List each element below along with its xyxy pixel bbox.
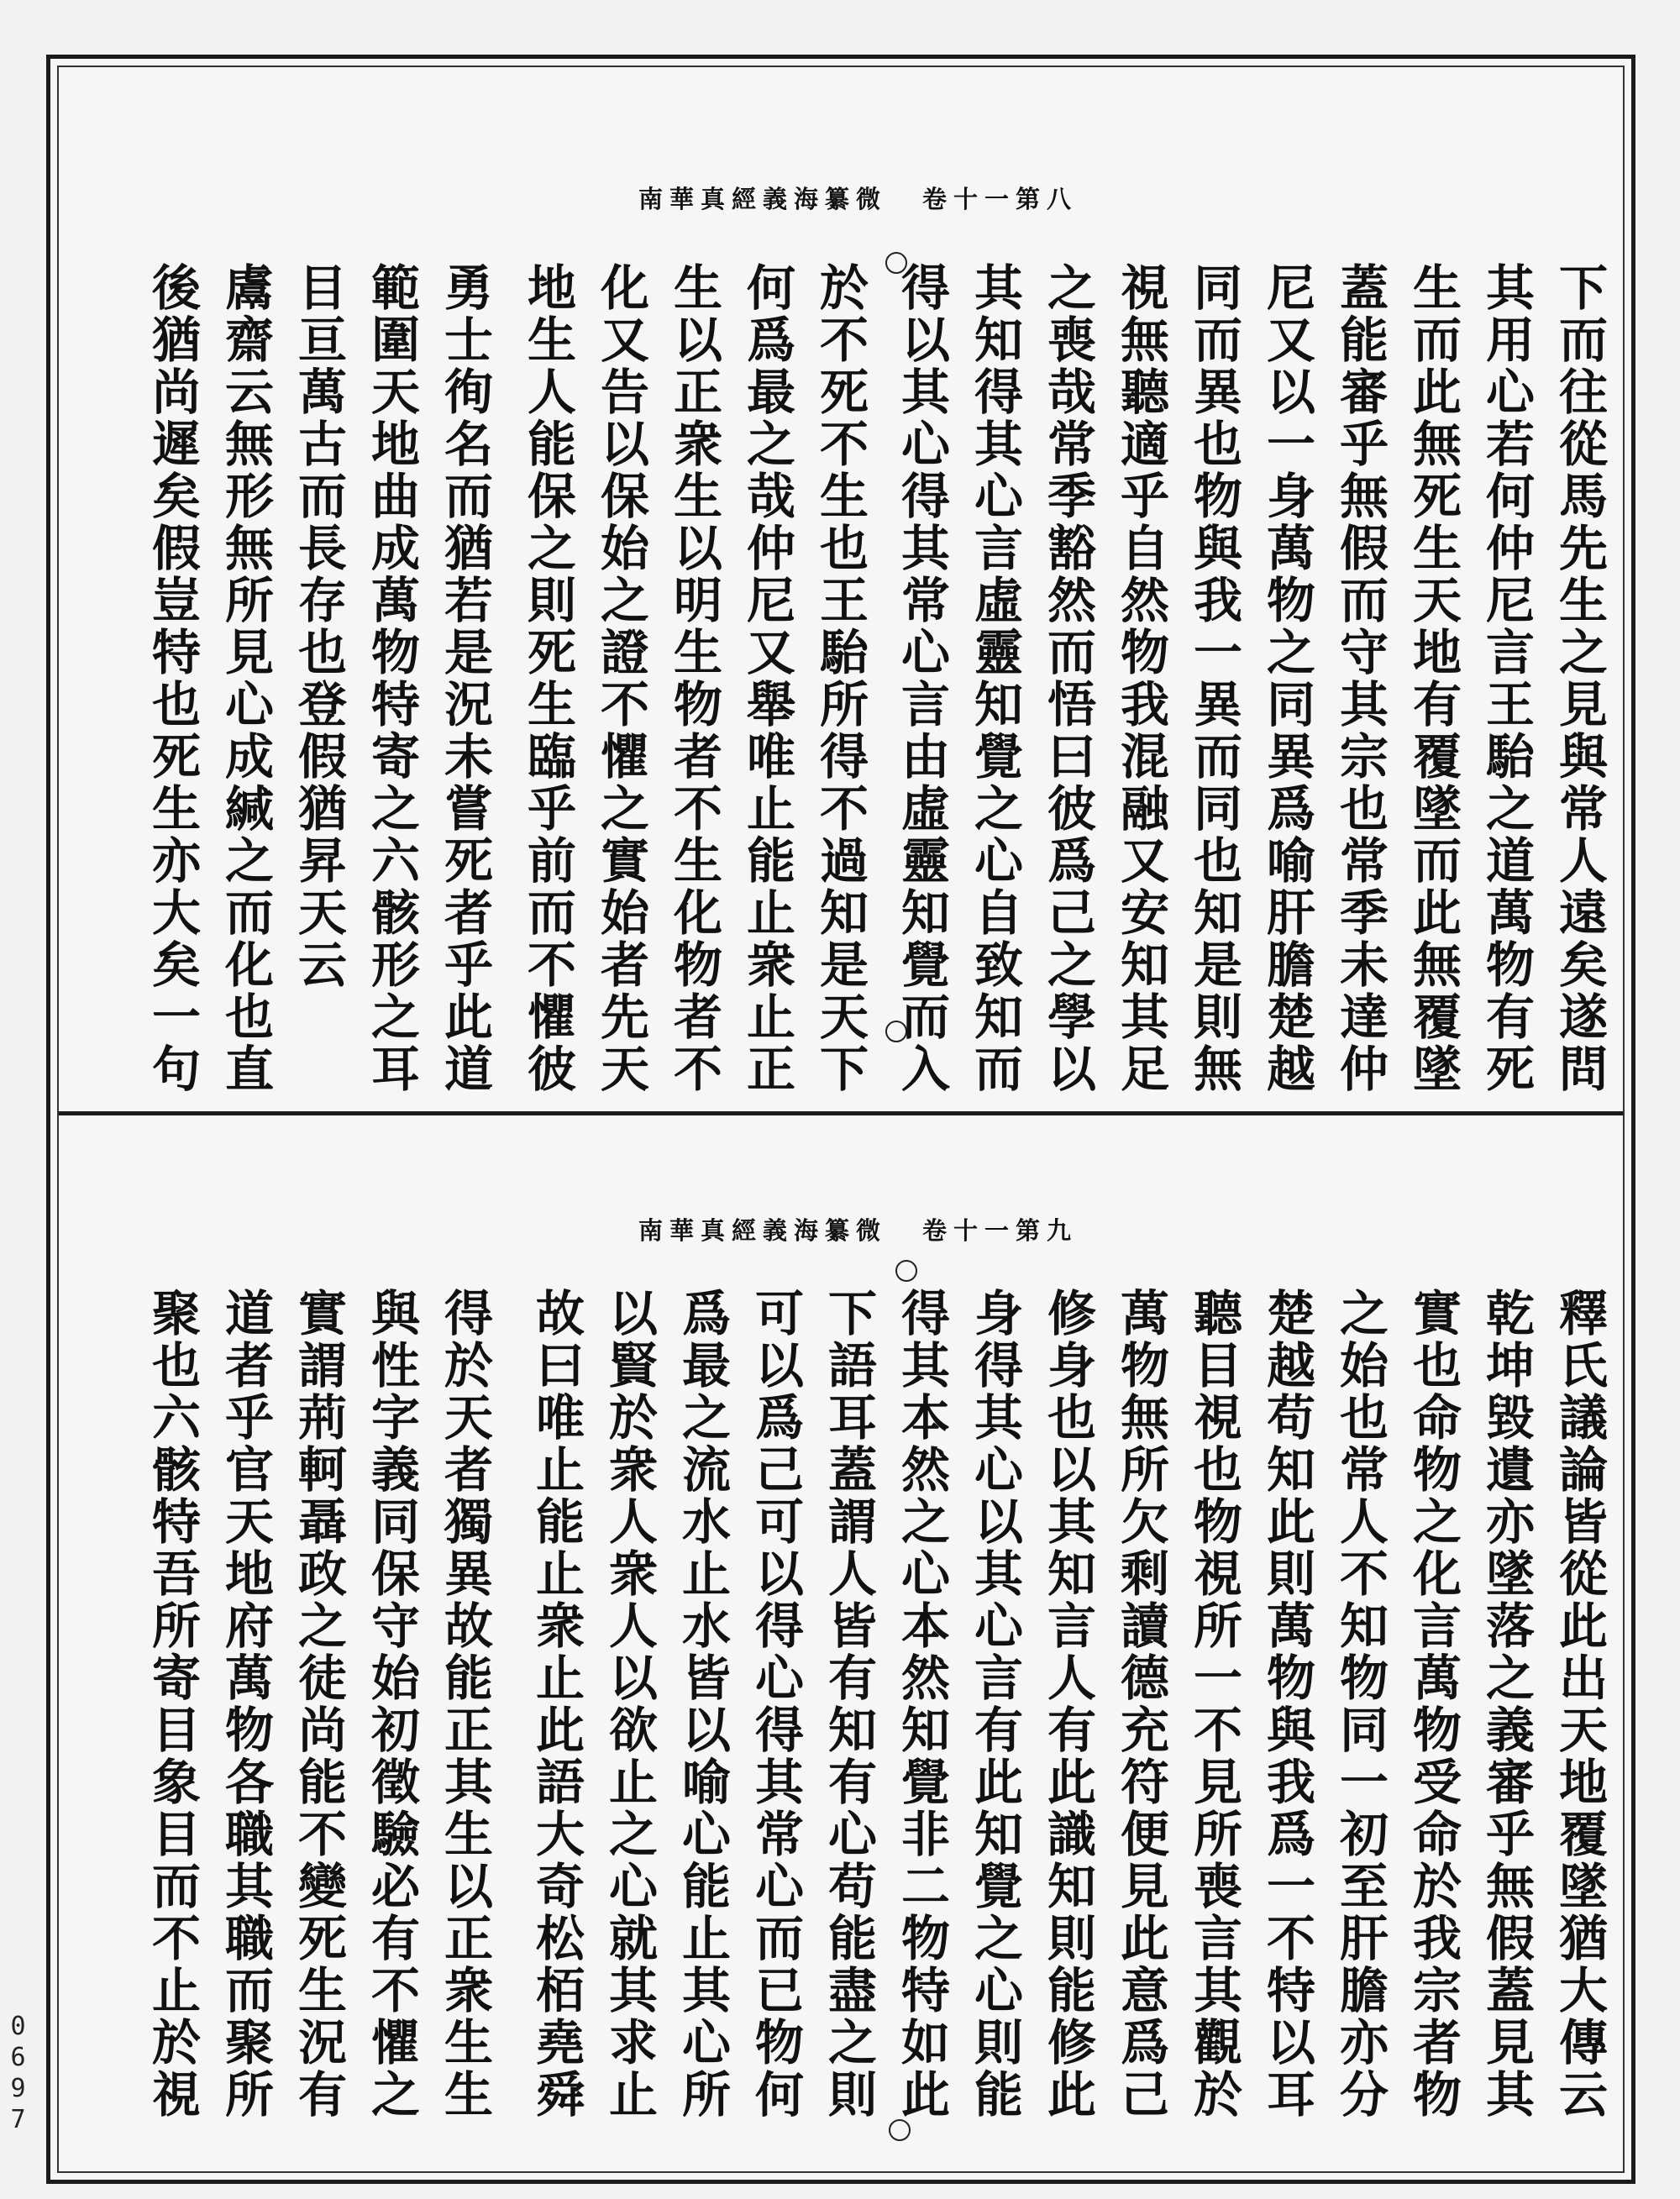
bottom-page [59, 1115, 1623, 2178]
page-frame [57, 66, 1625, 2173]
text-column: 修身也以其知言人有此識知則能修此 [1039, 1288, 1096, 2121]
text-column: 蓋能審乎無假而守其宗也常季未達仲 [1331, 262, 1389, 1095]
text-column: 故曰唯止能止衆止此語大奇松栢堯舜 [528, 1288, 585, 2121]
top-header [638, 181, 1113, 215]
text-column: 得以其心得其常心言由虛靈知覺而入 [893, 262, 950, 1095]
text-column: 其知得其心言虛靈知覺之心自致知而 [966, 262, 1023, 1095]
text-column: 鬳齋云無形無所見心成緘之而化也直 [217, 262, 274, 1095]
text-column: 目亘萬古而長存也登假猶昇天云 [290, 262, 347, 991]
text-column: 楚越苟知此則萬物與我爲一不特以耳 [1258, 1288, 1315, 2121]
text-column: 其用心若何仲尼言王駘之道萬物有死 [1478, 262, 1535, 1095]
text-column: 範圍天地曲成萬物特寄之六骸形之耳 [363, 262, 420, 1095]
text-column: 之始也常人不知物同一初至肝膽亦分 [1331, 1288, 1389, 2121]
text-column: 得其本然之心本然知覺非二物特如此 [893, 1288, 950, 2121]
punctuation-circle [889, 2119, 911, 2141]
text-column: 乾坤毀遺亦墜落之義審乎無假蓋見其 [1478, 1288, 1535, 2121]
text-column: 視無聽適乎自然物我混融又安知其足 [1112, 262, 1169, 1095]
text-column: 生而此無死生天地有覆墜而此無覆墜 [1404, 262, 1462, 1095]
text-column: 可以爲己可以得心得其常心而已物何 [747, 1288, 804, 2121]
text-column: 後猶尚遲矣假豈特也死生亦大矣一句 [144, 262, 201, 1095]
text-column: 以賢於衆人衆人以欲止之心就其求止 [601, 1288, 658, 2121]
text-column: 爲最之流水止水皆以喻心能止其心所 [674, 1288, 731, 2121]
top-header-volume: 卷十一第八 [922, 185, 1079, 213]
text-column: 聚也六骸特吾所寄目象目而不止於視 [144, 1288, 201, 2121]
page-number: 0697 [3, 2012, 33, 2136]
text-column: 同而異也物與我一異而同也知是則無 [1185, 262, 1242, 1095]
text-column: 之喪哉常季豁然而悟曰彼爲己之學以 [1039, 262, 1096, 1095]
text-column: 聽目視也物視所一不見所喪言其觀於 [1185, 1288, 1242, 2121]
text-column: 萬物無所欠剩讀德充符便見此意爲己 [1112, 1288, 1169, 2121]
top-header-title: 南華真經義海纂微 [638, 185, 888, 213]
text-column: 道者乎官天地府萬物各職其職而聚所 [217, 1288, 274, 2121]
bottom-header [638, 1212, 1113, 1246]
text-column: 於不死不生也王駘所得不過知是天下 [811, 262, 869, 1095]
scripture-page [46, 55, 1635, 2184]
top-page [59, 67, 1623, 1111]
text-column: 身得其心以其心言有此知覺之心則能 [966, 1288, 1023, 2121]
bottom-header-volume: 卷十一第九 [922, 1216, 1079, 1245]
text-column: 釋氏議論皆從此出天地覆墜猶大傳云 [1551, 1288, 1608, 2121]
bottom-header-title: 南華真經義海纂微 [638, 1216, 888, 1245]
punctuation-circle [895, 1260, 917, 1282]
text-column: 化又告以保始之證不懼之實始者先天 [592, 262, 649, 1095]
text-column: 實也命物之化言萬物受命於我宗者物 [1404, 1288, 1462, 2121]
text-column: 尼又以一身萬物之同異爲喻肝膽楚越 [1258, 262, 1315, 1095]
text-column: 勇士徇名而猶若是況未嘗死者乎此道 [436, 262, 493, 1095]
text-column: 下而往從馬先生之見與常人遠矣遂問 [1551, 262, 1608, 1095]
text-column: 下語耳蓋謂人皆有知有心苟能盡之則 [820, 1288, 877, 2121]
text-column: 生以正衆生以明生物者不生化物者不 [665, 262, 722, 1095]
text-column: 與性字義同保守始初徵驗必有不懼之 [363, 1288, 420, 2121]
text-column: 得於天者獨異故能正其生以正衆生生 [436, 1288, 493, 2121]
text-column: 實謂荊軻聶政之徒尚能不變死生況有 [290, 1288, 347, 2121]
text-column: 何爲最之哉仲尼又舉唯止能止衆止正 [738, 262, 795, 1095]
text-column: 地生人能保之則死生臨乎前而不懼彼 [519, 262, 576, 1095]
